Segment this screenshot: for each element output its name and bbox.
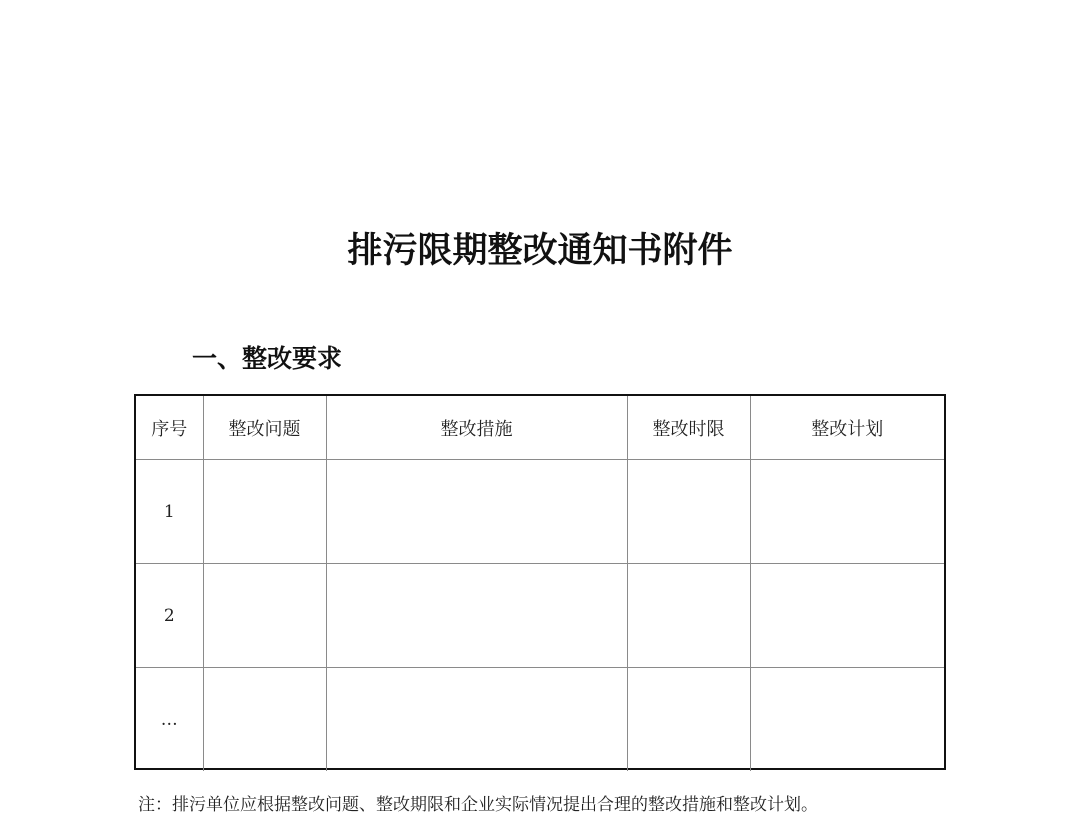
header-serial-number: 序号 — [136, 396, 203, 460]
document-title: 排污限期整改通知书附件 — [347, 231, 733, 271]
requirements-table-frame — [134, 394, 946, 770]
header-rectification-measures: 整改措施 — [326, 396, 627, 460]
header-rectification-plan: 整改计划 — [750, 396, 944, 460]
cell-rectification-measures — [326, 668, 627, 772]
requirements-table — [136, 396, 944, 771]
section-heading: 一、整改要求 — [192, 344, 343, 373]
cell-serial-number: … — [136, 668, 203, 772]
cell-rectification-plan — [750, 460, 944, 564]
cell-rectification-measures — [326, 460, 627, 564]
footnote: 注：排污单位应根据整改问题、整改期限和企业实际情况提出合理的整改措施和整改计划。 — [138, 795, 818, 815]
table-row — [136, 668, 944, 772]
cell-rectification-measures — [326, 564, 627, 668]
cell-serial-number: 1 — [136, 460, 203, 564]
header-rectification-deadline: 整改时限 — [627, 396, 750, 460]
table-row — [136, 564, 944, 668]
cell-rectification-plan — [750, 564, 944, 668]
cell-rectification-issue — [203, 564, 326, 668]
cell-rectification-issue — [203, 668, 326, 772]
cell-rectification-deadline — [627, 668, 750, 772]
table-row — [136, 460, 944, 564]
cell-rectification-issue — [203, 460, 326, 564]
table-header-row — [136, 396, 944, 460]
cell-rectification-deadline — [627, 460, 750, 564]
cell-rectification-plan — [750, 668, 944, 772]
cell-serial-number: 2 — [136, 564, 203, 668]
cell-rectification-deadline — [627, 564, 750, 668]
header-rectification-issue: 整改问题 — [203, 396, 326, 460]
